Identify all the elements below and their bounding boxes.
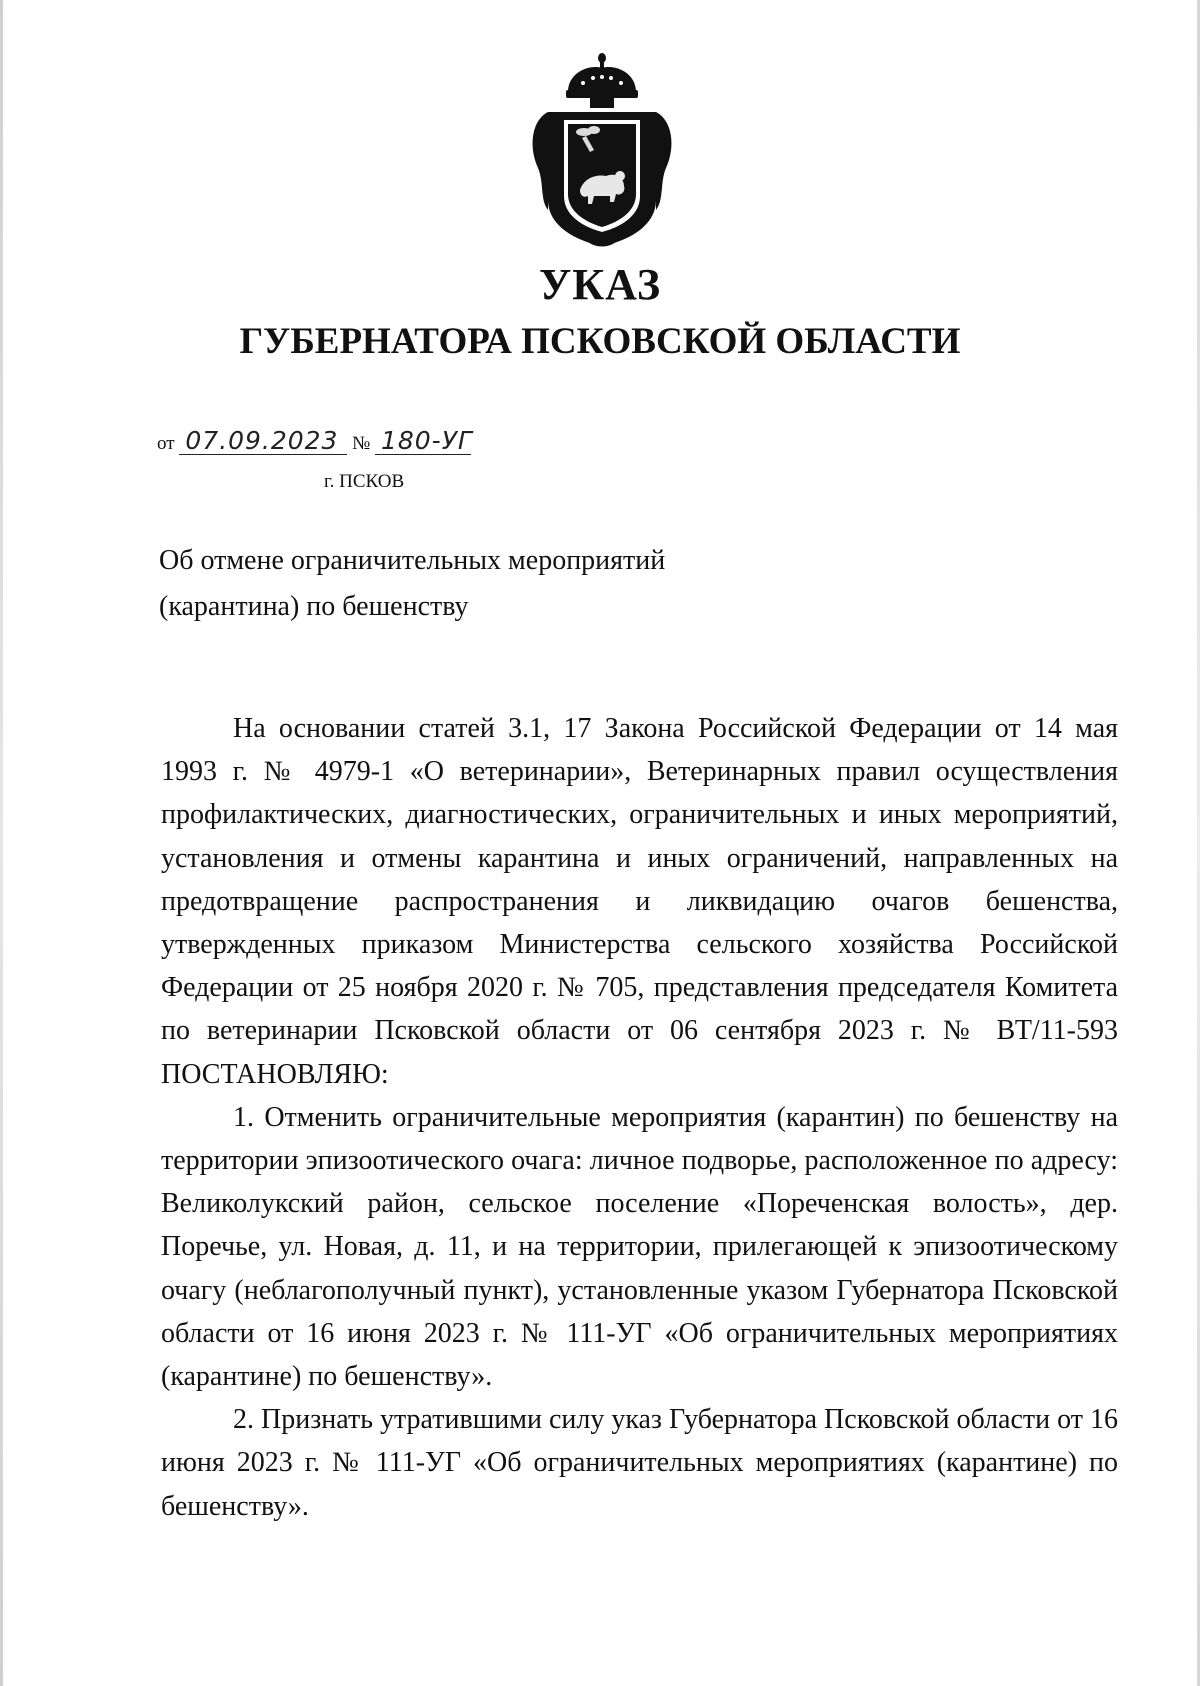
document-subject [159,538,859,630]
document-body [161,707,1118,1528]
document-subtitle: ГУБЕРНАТОРА ПСКОВСКОЙ ОБЛАСТИ [239,321,961,362]
item-2-paragraph: 2. Признать утратившими силу указ Губернатора Псковской области от 16 июня 2023 г. № 111-УГ «Об ограничительных мероприятиях (карантине) по бешенству». [161,1404,1118,1522]
item-1-paragraph: 1. Отменить ограничительные мероприятия (карантин) по бешенству на территории эпизоотического очага: личное подворье, расположенное по адресу: Великолукский район, сельское поселение «Пореченская волость», дер. Поречье, ул. Новая, д. 11, и на территории, прилегающей к эпизоотическому очагу (неблагополучный пункт), установленные указом Губернатора Псковской области от 16 июня 2023 г. № 111-УГ «Об ограничительных мероприятиях (карантине) по бешенству». [161,1101,1118,1393]
subject-line-2: (карантина) по бешенству [159,591,469,622]
date-number-line [157,428,471,455]
subject-line-1: Об отмене ограничительных мероприятий [159,545,666,576]
preamble-paragraph: На основании статей 3.1, 17 Закона Российской Федерации от 14 мая 1993 г. № 4979-1 «О ветеринарии», Ветеринарных правил осуществления профилактических, диагностических, ограничительных и иных мероприятий, установления и отмены карантина и иных ограничений, направленных на предотвращение распространения и ликвидацию очагов бешенства, утвержденных приказом Министерства сельского хозяйства Российской Федерации от 25 ноября 2020 г. № 705, представления председателя Комитета по ветеринарии Псковской области от 06 сентября 2023 г. № ВТ/11-593 ПОСТАНОВЛЯЮ: [161,713,1118,1090]
handwritten-date: 07.09.2023 [179,428,347,455]
city-label: г. ПСКОВ [324,471,405,492]
scan-edge-left [0,0,3,1686]
date-prefix: от [157,433,175,454]
coat-of-arms-icon [528,50,676,248]
document-title: УКАЗ [538,260,662,309]
number-prefix: № [352,433,371,454]
handwritten-number: 180-УГ [375,428,471,455]
